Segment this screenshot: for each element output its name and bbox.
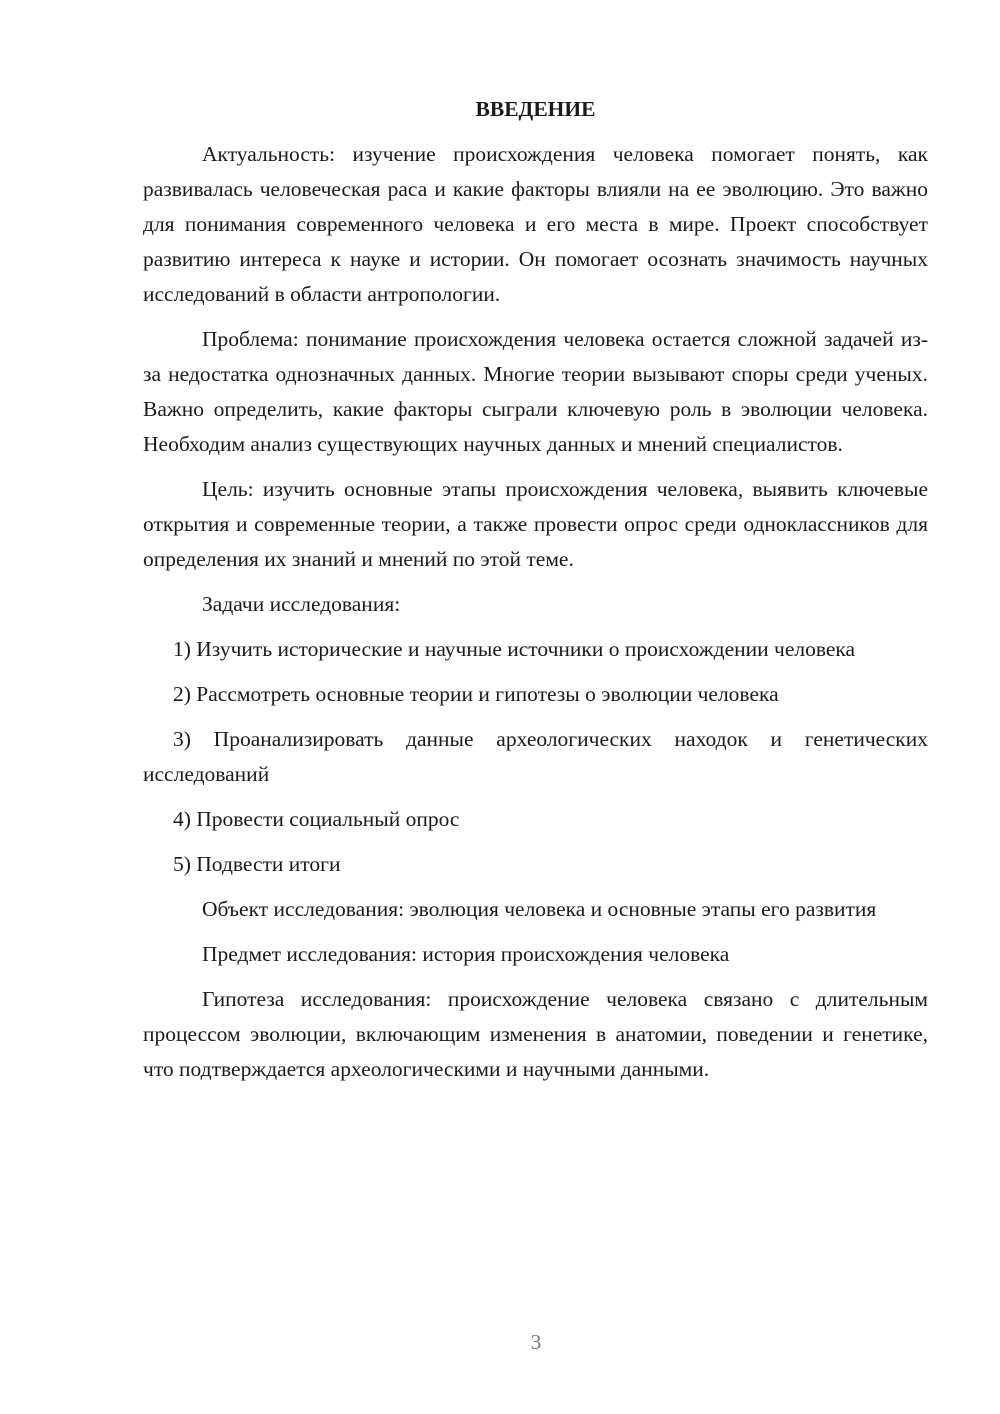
task-item-1: 1) Изучить исторические и научные источники о происхождении человека (173, 637, 856, 661)
section-title: ВВЕДЕНИЕ (475, 97, 596, 121)
page-number: 3 (530, 1330, 542, 1354)
task-item-3: 3) Проанализировать данные археологических находок и генетических исследований (143, 727, 928, 786)
task-item-4: 4) Провести социальный опрос (173, 807, 460, 831)
hypothesis-paragraph: Гипотеза исследования: происхождение человека связано с длительным процессом эволюции, включающим изменения в анатомии, поведении и генетике, что подтверждается археологическими и научными данными. (143, 987, 928, 1081)
object-paragraph: Объект исследования: эволюция человека и основные этапы его развития (202, 897, 877, 921)
task-item-2: 2) Рассмотреть основные теории и гипотезы о эволюции человека (173, 682, 779, 706)
relevance-paragraph: Актуальность: изучение происхождения человека помогает понять, как развивалась человеческая раса и какие факторы влияли на ее эволюцию. Это важно для понимания современного человека и его места в мире. Проект способствует развитию интереса к науке и истории. Он помогает осознать значимость научных исследований в области антропологии. (143, 142, 928, 306)
document-page (143, 92, 928, 1097)
goal-paragraph: Цель: изучить основные этапы происхождения человека, выявить ключевые открытия и современные теории, а также провести опрос среди одноклассников для определения их знаний и мнений по этой теме. (143, 477, 928, 571)
task-item-5: 5) Подвести итоги (173, 852, 341, 876)
subject-paragraph: Предмет исследования: история происхождения человека (202, 942, 730, 966)
problem-paragraph: Проблема: понимание происхождения человека остается сложной задачей из-за недостатка однозначных данных. Многие теории вызывают споры среди ученых. Важно определить, какие факторы сыграли ключевую роль в эволюции человека. Необходим анализ существующих научных данных и мнений специалистов. (143, 327, 928, 456)
tasks-heading: Задачи исследования: (202, 592, 401, 616)
